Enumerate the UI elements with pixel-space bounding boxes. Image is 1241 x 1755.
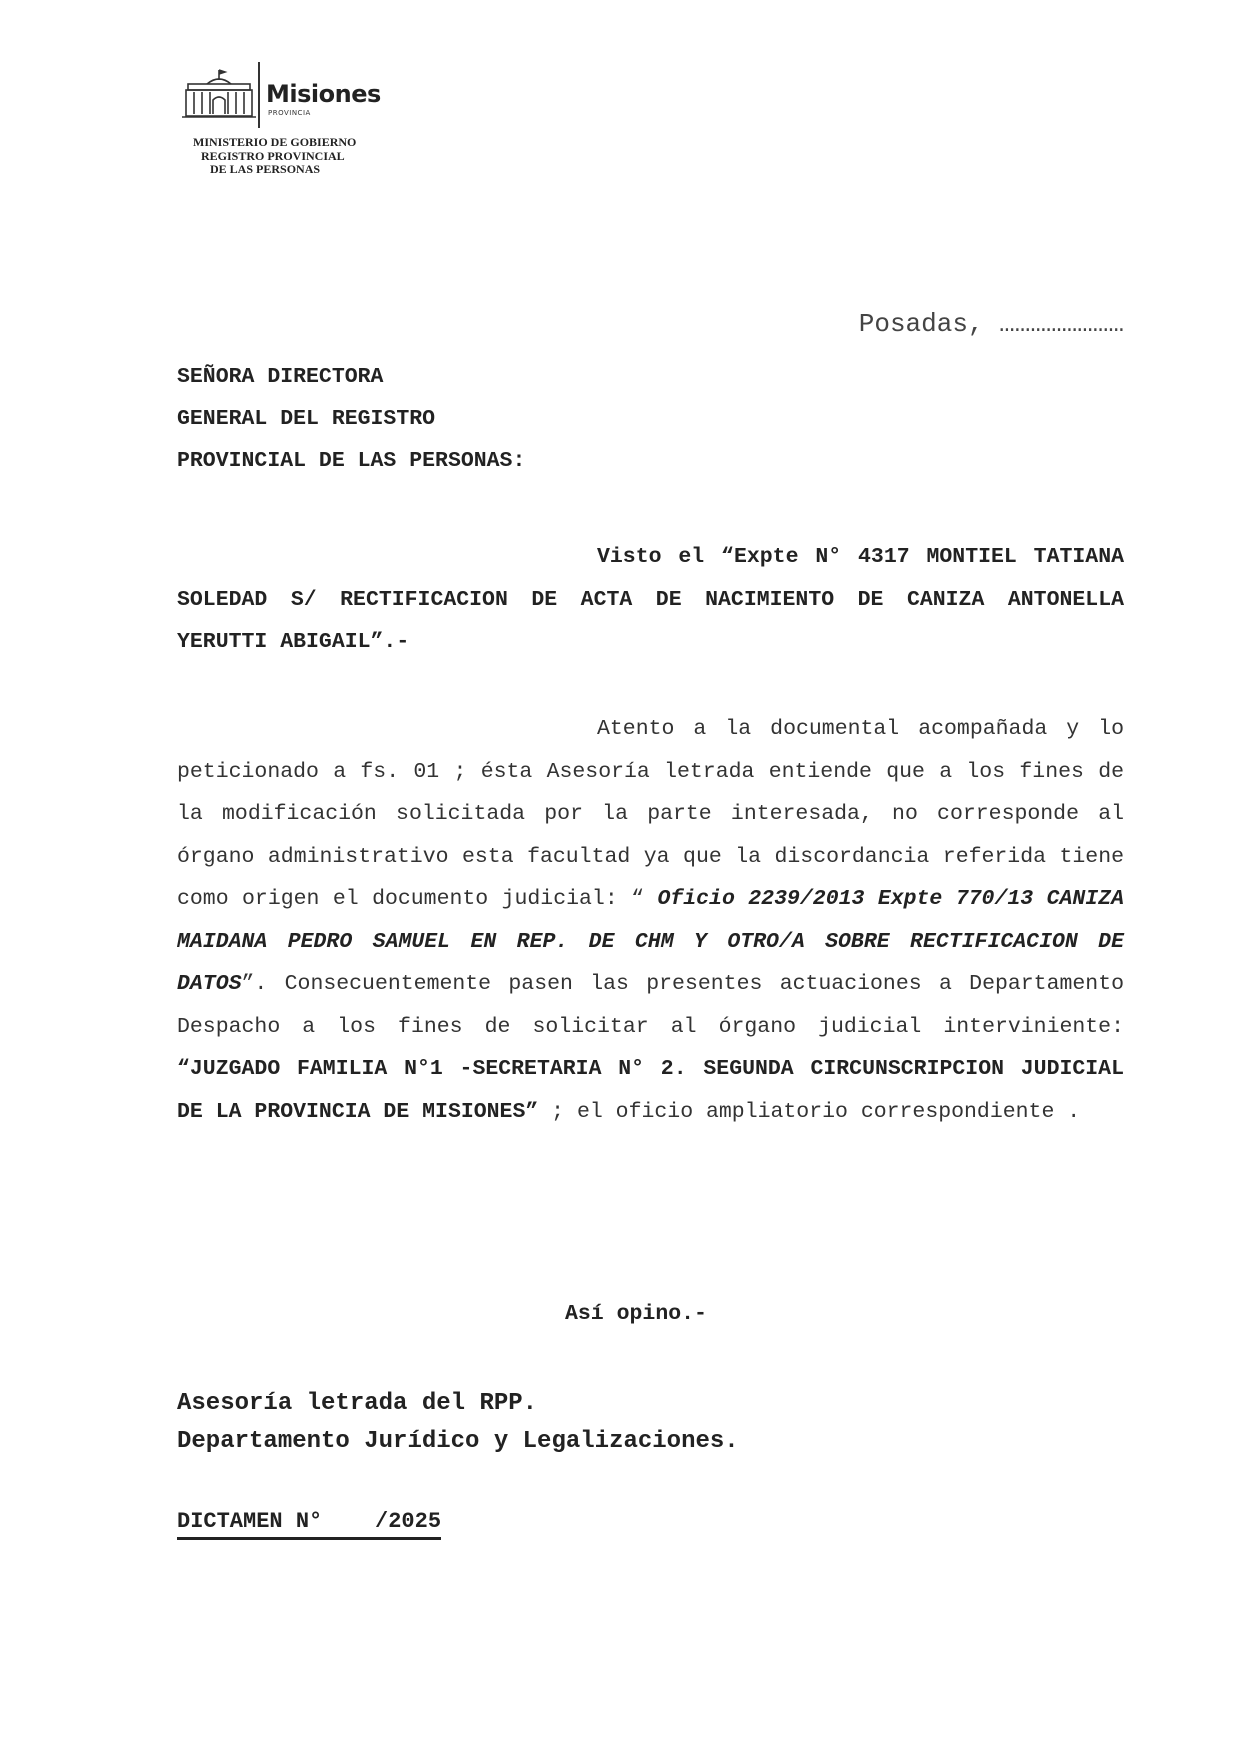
visto-text: Visto el “Expte N° 4317 MONTIEL TATIANA SOLEDAD S/ RECTIFICACION DE ACTA DE NACIMIENTO DE CANIZA ANTONELLA YERUTTI ABIGAIL”.- [177,545,1124,654]
ministry-block [193,136,356,177]
body-paragraph [177,708,1124,1133]
body-text-part3: ; el oficio ampliatorio correspondiente . [538,1099,1081,1124]
body-text-part1: Atento a la documental acompañada y lo peticionado a fs. 01 ; ésta Asesoría letrada entiende que a los fines de la modificación solicitada por la parte interesada, no corresponde al órgano administrativo esta facultad ya que la discordancia referida tiene como origen el documento judicial: “ [177,717,1124,911]
addressee-block [177,356,525,482]
oficio-reference: Oficio 2239/2013 Expte 770/13 CANIZA MAIDANA PEDRO SAMUEL EN REP. DE CHM Y OTRO/A SOBRE RECTIFICACION DE DATOS [177,887,1124,996]
date-line: Posadas, …………………… [858,309,1124,339]
ministry-line: DE LAS PERSONAS [210,162,321,176]
visto-paragraph [177,536,1124,664]
body-text-part2: ”. Consecuentemente pasen las presentes actuaciones a Departamento Despacho a los fines de solicitar al órgano judicial interviniente: [177,972,1124,1039]
juzgado-reference: “JUZGADO FAMILIA N°1 -SECRETARIA N° 2. SEGUNDA CIRCUNSCRIPCION JUDICIAL DE LA PROVINCIA DE MISIONES” [177,1057,1124,1124]
signature-line: Asesoría letrada del RPP. [177,1390,538,1417]
logo-divider [258,62,260,128]
signature-block [177,1385,739,1461]
dictamen-number: DICTAMEN N° /2025 [177,1507,441,1540]
government-building-icon [182,68,256,120]
misiones-logo [180,58,380,138]
ministry-line: MINISTERIO DE GOBIERNO [193,135,357,149]
logo-name: Misiones [266,80,381,108]
closing-text: Así opino.- [565,1302,707,1326]
signature-line: Departamento Jurídico y Legalizaciones. [177,1428,739,1455]
addressee-line: SEÑORA DIRECTORA [177,365,384,389]
logo-subtitle: PROVINCIA [268,109,311,117]
addressee-line: PROVINCIAL DE LAS PERSONAS: [177,449,526,473]
ministry-line: REGISTRO PROVINCIAL [201,148,345,163]
addressee-line: GENERAL DEL REGISTRO [177,407,436,431]
